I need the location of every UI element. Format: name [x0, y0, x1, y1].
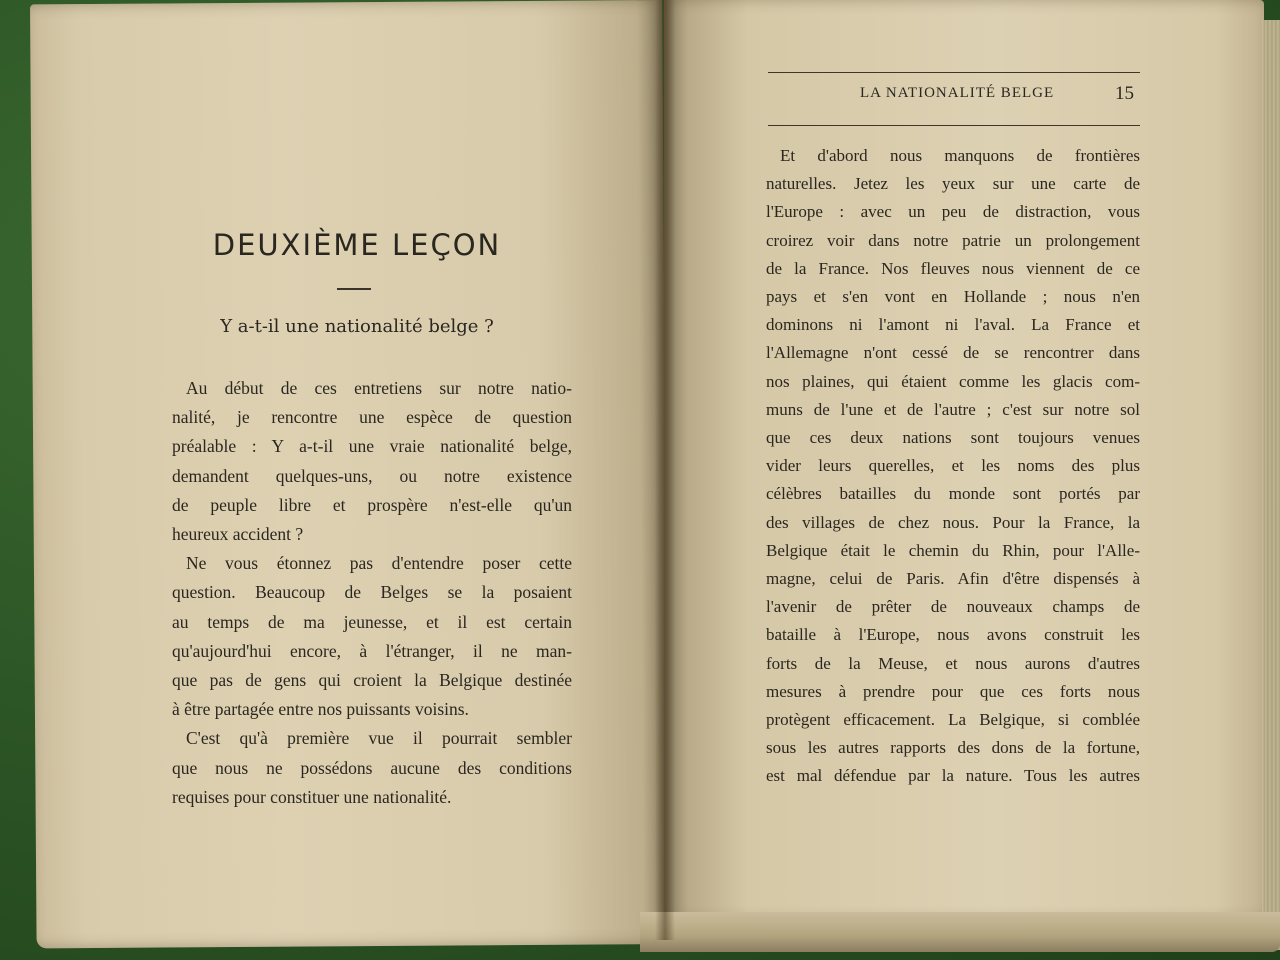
- chapter-subtitle: Y a-t-il une nationalité belge ?: [220, 316, 494, 337]
- text-line: dominons ni l'amont ni l'aval. La France et: [766, 315, 1140, 335]
- text-line: de peuple libre et prospère n'est-elle qu'un: [172, 494, 572, 515]
- text-line: que ces deux nations sont toujours venues: [766, 428, 1140, 448]
- chapter-title: DEUXIÈME LEÇON: [212, 228, 502, 262]
- text-line: heureux accident ?: [172, 524, 304, 545]
- left-page-body: [172, 374, 572, 812]
- text-line: célèbres batailles du monde sont portés par: [766, 484, 1140, 504]
- text-line: requises pour constituer une nationalité.: [172, 786, 452, 807]
- page-bottom-edge: [640, 912, 1280, 952]
- text-line: des villages de chez nous. Pour la France, la: [766, 512, 1140, 532]
- text-line: question. Beaucoup de Belges se la posaient: [172, 582, 572, 603]
- text-line: qu'aujourd'hui encore, à l'étranger, il ne man-: [172, 640, 572, 661]
- text-line: que nous ne possédons aucune des conditions: [172, 757, 572, 778]
- text-line: l'avenir de prêter de nouveaux champs de: [766, 597, 1140, 617]
- text-line: est mal défendue par la nature. Tous les autres: [766, 766, 1140, 786]
- text-line: nos plaines, qui étaient comme les glacis com-: [766, 371, 1140, 391]
- text-line: au temps de ma jeunesse, et il est certain: [172, 611, 572, 632]
- text-line: pays et s'en vont en Hollande ; nous n'en: [766, 287, 1140, 307]
- text-line: demandent quelques-uns, ou notre existence: [172, 465, 572, 486]
- text-line: Belgique était le chemin du Rhin, pour l'Alle-: [766, 540, 1140, 560]
- text-line: nalité, je rencontre une espèce de question: [172, 407, 572, 428]
- text-line: Et d'abord nous manquons de frontières: [780, 146, 1140, 165]
- text-line: forts de la Meuse, et nous aurons d'autres: [766, 653, 1140, 673]
- text-line: préalable : Y a-t-il une vraie nationalité belge,: [172, 436, 572, 457]
- text-line: croirez voir dans notre patrie un prolongement: [766, 230, 1140, 250]
- text-line: vider leurs querelles, et les noms des plus: [766, 456, 1140, 476]
- right-page-body: [766, 142, 1140, 791]
- text-line: que pas de gens qui croient la Belgique destinée: [172, 670, 572, 691]
- text-line: magne, celui de Paris. Afin d'être dispensés à: [766, 569, 1140, 589]
- text-line: l'Europe : avec un peu de distraction, vous: [766, 202, 1140, 222]
- text-line: sous les autres rapports des dons de la fortune,: [766, 738, 1140, 758]
- text-line: bataille à l'Europe, nous avons construit les: [766, 625, 1140, 645]
- text-line: Au début de ces entretiens sur notre natio-: [186, 378, 572, 398]
- page-number: 15: [1115, 83, 1134, 104]
- text-line: de la France. Nos fleuves nous viennent de ce: [766, 258, 1140, 278]
- text-line: C'est qu'à première vue il pourrait sembler: [186, 728, 572, 749]
- book-gutter: [655, 0, 675, 940]
- page-edges: [1262, 20, 1280, 950]
- text-line: mesures à prendre pour que ces forts nous: [766, 681, 1140, 701]
- text-line: protègent efficacement. La Belgique, si comblée: [766, 710, 1140, 730]
- running-title: LA NATIONALITÉ BELGE: [860, 85, 1055, 101]
- chapter-divider: [337, 288, 371, 290]
- text-line: Ne vous étonnez pas d'entendre poser cette: [186, 553, 572, 574]
- running-header: [768, 72, 1140, 126]
- text-line: naturelles. Jetez les yeux sur une carte de: [766, 174, 1140, 194]
- text-line: muns de l'une et de l'autre ; c'est sur notre sol: [766, 399, 1140, 419]
- text-line: l'Allemagne n'ont cessé de se rencontrer dans: [766, 343, 1140, 363]
- text-line: à être partagée entre nos puissants voisins.: [172, 699, 469, 720]
